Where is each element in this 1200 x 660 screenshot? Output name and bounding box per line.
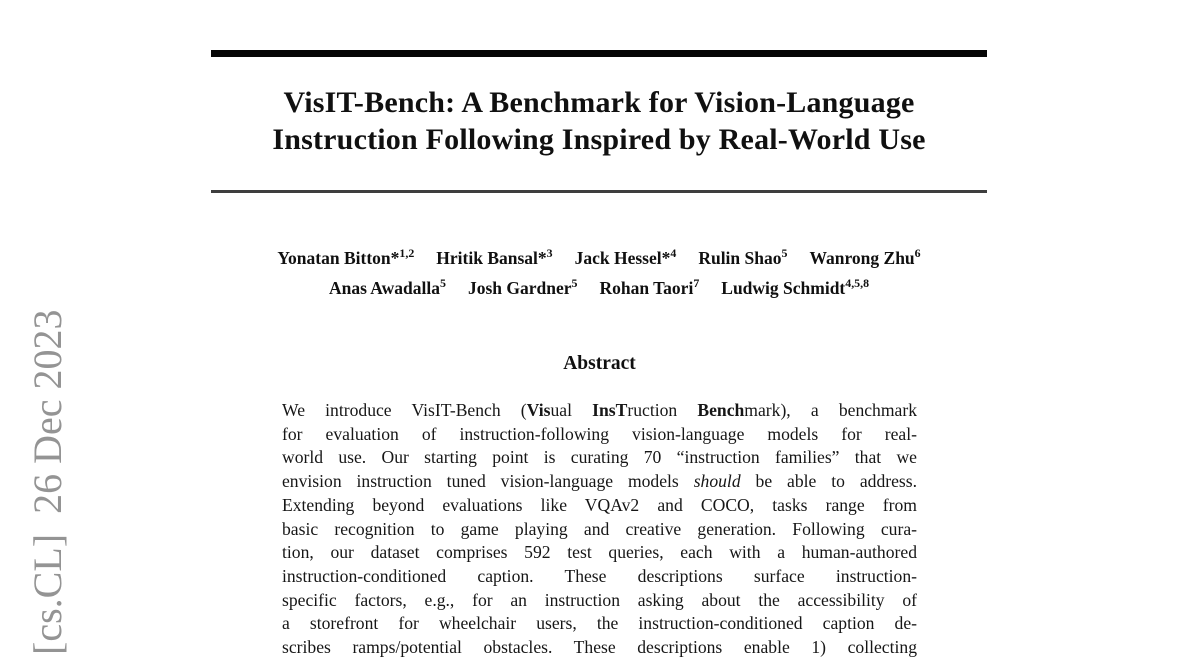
paper-title-line1: VisIT-Bench: A Benchmark for Vision-Language bbox=[283, 86, 915, 119]
author-affiliation-superscript: 4 bbox=[670, 246, 677, 260]
abstract-text: tion, our dataset comprises 592 test queries, each with a human-authored bbox=[282, 542, 917, 563]
abstract-bold-text: InsT bbox=[592, 400, 628, 420]
authors-line-1 bbox=[211, 241, 987, 271]
author bbox=[599, 271, 699, 301]
authors-line-2 bbox=[211, 271, 987, 301]
abstract-text: a storefront for wheelchair users, the instruction-conditioned caption de- bbox=[282, 613, 917, 634]
arxiv-watermark: [cs.CL] 26 Dec 2023 bbox=[25, 309, 70, 655]
author bbox=[809, 241, 920, 271]
author bbox=[698, 241, 787, 271]
author-name: Rulin Shao bbox=[698, 247, 782, 268]
author bbox=[468, 271, 578, 301]
abstract-paragraph bbox=[282, 399, 917, 660]
author-affiliation-superscript: 3 bbox=[546, 246, 553, 260]
author bbox=[277, 241, 414, 271]
author-name: Ludwig Schmidt bbox=[721, 278, 846, 299]
author bbox=[575, 241, 677, 271]
abstract-text: specific factors, e.g., for an instruction asking about the accessibility of bbox=[282, 589, 917, 610]
author bbox=[436, 241, 552, 271]
abstract-bold-text: Bench bbox=[697, 400, 745, 420]
author bbox=[721, 271, 869, 301]
author-name: Josh Gardner bbox=[467, 278, 572, 299]
author-affiliation-superscript: 5 bbox=[439, 276, 446, 291]
author-name: Hritik Bansal* bbox=[436, 247, 547, 268]
abstract-italic-text: should bbox=[693, 471, 741, 492]
author-affiliation-superscript: 5 bbox=[781, 246, 788, 260]
top-black-rule bbox=[211, 50, 987, 57]
abstract-line bbox=[282, 518, 917, 542]
abstract-bold-text: Vis bbox=[526, 400, 551, 420]
abstract-heading: Abstract bbox=[563, 353, 636, 374]
author bbox=[329, 271, 446, 301]
abstract-text: basic recognition to game playing and creative generation. Following cura- bbox=[282, 518, 917, 539]
author-affiliation-superscript: 1,2 bbox=[399, 246, 415, 260]
paper-title-line2: Instruction Following Inspired by Real-World Use bbox=[272, 123, 926, 156]
abstract-text: be able to address. bbox=[740, 471, 917, 492]
abstract-line bbox=[282, 541, 917, 565]
abstract-text: mark), a benchmark bbox=[744, 400, 917, 420]
abstract-line bbox=[282, 565, 917, 589]
author-affiliation-superscript: 6 bbox=[914, 246, 921, 260]
abstract-line bbox=[282, 494, 917, 518]
author-affiliation-superscript: 7 bbox=[693, 276, 700, 291]
authors-block bbox=[211, 241, 987, 302]
abstract-line bbox=[282, 446, 917, 470]
author-affiliation-superscript: 4,5,8 bbox=[845, 276, 870, 291]
abstract-line bbox=[282, 423, 917, 447]
abstract-line bbox=[282, 399, 917, 423]
abstract-text: envision instruction tuned vision-language models bbox=[282, 471, 694, 492]
author-name: Yonatan Bitton* bbox=[277, 247, 400, 268]
paper-title bbox=[211, 84, 987, 158]
abstract-text: ruction bbox=[627, 400, 698, 420]
abstract-text: ual bbox=[550, 400, 593, 420]
title-divider-rule bbox=[211, 190, 987, 193]
author-name: Rohan Taori bbox=[599, 278, 694, 299]
abstract-line bbox=[282, 470, 917, 494]
abstract-line bbox=[282, 589, 917, 613]
abstract-line bbox=[282, 612, 917, 636]
author-affiliation-superscript: 5 bbox=[571, 276, 578, 291]
abstract-text: We introduce VisIT-Bench ( bbox=[282, 400, 527, 420]
abstract-text: instruction-conditioned caption. These descriptions surface instruction- bbox=[282, 565, 917, 586]
author-name: Wanrong Zhu bbox=[809, 247, 915, 268]
author-name: Anas Awadalla bbox=[328, 278, 440, 299]
abstract-text: Extending beyond evaluations like VQAv2 and COCO, tasks range from bbox=[282, 494, 917, 515]
abstract-text: for evaluation of instruction-following vision-language models for real- bbox=[282, 423, 917, 444]
author-name: Jack Hessel* bbox=[574, 247, 671, 268]
abstract-text: scribes ramps/potential obstacles. These descriptions enable 1) collecting bbox=[282, 637, 917, 658]
abstract-text: world use. Our starting point is curating 70 “instruction families” that we bbox=[282, 447, 917, 468]
